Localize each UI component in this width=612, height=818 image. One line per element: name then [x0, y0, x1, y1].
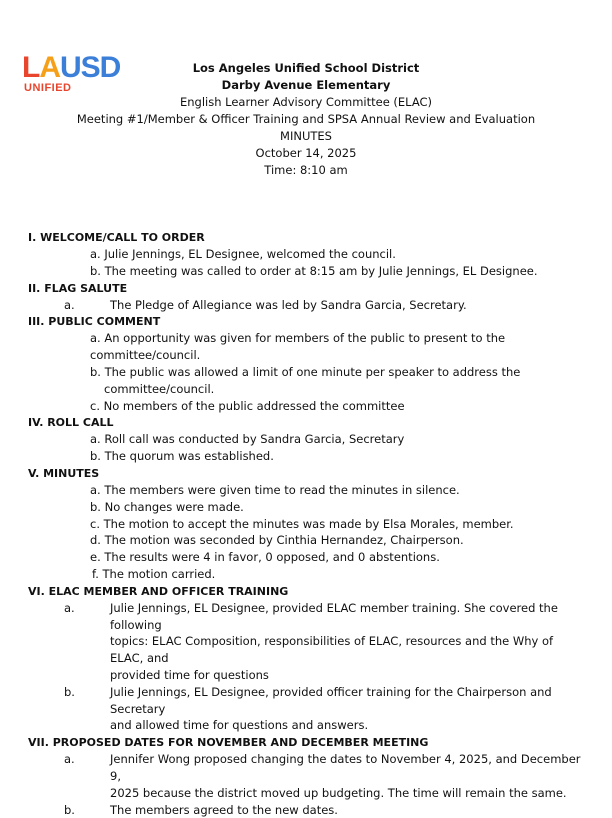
section-heading: V. MINUTES: [28, 466, 100, 480]
item-label: a.: [64, 297, 75, 312]
list-item: f. The motion carried.: [92, 566, 216, 581]
section-heading: IV. ROLL CALL: [28, 416, 114, 430]
list-item: d. The motion was seconded by Cinthia Hernandez, Chairperson.: [90, 533, 464, 548]
section-heading: II. FLAG SALUTE: [28, 281, 128, 295]
item-label: b.: [64, 802, 75, 817]
list-item: a. An opportunity was given for members of the public to present to the committee/council.: [90, 331, 506, 363]
list-item: [28, 684, 588, 734]
list-item: a. Roll call was conducted by Sandra Garcia, Secretary: [90, 432, 405, 447]
item-label: a.: [64, 600, 75, 615]
section-heading: VII. PROPOSED DATES FOR NOVEMBER AND DECEMBER MEETING: [28, 736, 429, 750]
document-type: MINUTES: [280, 129, 332, 143]
item-line: 2025 because the district moved up budgeting. The time will remain the same.: [110, 785, 567, 800]
meeting-date: October 14, 2025: [255, 146, 357, 160]
item-line: Julie Jennings, EL Designee, provided ELAC member training. She covered the following: [110, 600, 558, 632]
school-name: Darby Avenue Elementary: [221, 78, 391, 92]
item-line: provided time for questions: [110, 667, 269, 682]
item-label: a.: [64, 752, 75, 767]
document-header: [0, 60, 612, 179]
item-line: Julie Jennings, EL Designee, provided officer training for the Chairperson and Secretary: [110, 684, 552, 716]
section-heading: VI. ELAC MEMBER AND OFFICER TRAINING: [28, 584, 289, 598]
list-item-continuation: committee/council.: [104, 381, 215, 396]
list-item: b. The meeting was called to order at 8:15 am by Julie Jennings, EL Designee.: [90, 263, 538, 278]
item-line: topics: ELAC Composition, responsibilities of ELAC, resources and the Why of ELAC, and: [110, 634, 554, 666]
item-line: and allowed time for questions and answers.: [110, 718, 369, 733]
list-item: b. No changes were made.: [90, 499, 244, 514]
district-name: Los Angeles Unified School District: [192, 61, 420, 75]
list-item: b. The quorum was established.: [90, 449, 274, 464]
section-heading: III. PUBLIC COMMENT: [28, 315, 161, 329]
minutes-body: [28, 229, 588, 818]
list-item: [28, 600, 588, 684]
list-item: b. The public was allowed a limit of one minute per speaker to address the: [90, 364, 521, 379]
list-item: [28, 297, 588, 314]
list-item: a. The members were given time to read the minutes in silence.: [90, 482, 460, 497]
list-item: [28, 802, 588, 818]
lausd-unified-text: UNIFIED: [24, 82, 72, 94]
list-item: [28, 751, 588, 801]
list-item: c. The motion to accept the minutes was made by Elsa Morales, member.: [90, 516, 514, 531]
item-text: The Pledge of Allegiance was led by Sandra Garcia, Secretary.: [110, 297, 467, 312]
list-item: c. No members of the public addressed the committee: [90, 398, 405, 413]
section-heading: I. WELCOME/CALL TO ORDER: [28, 231, 205, 244]
committee-name: English Learner Advisory Committee (ELAC): [179, 95, 433, 109]
item-line: Jennifer Wong proposed changing the dates to November 4, 2025, and December 9,: [110, 752, 581, 783]
list-item: a. Julie Jennings, EL Designee, welcomed the council.: [90, 247, 396, 261]
list-item: e. The results were 4 in favor, 0 opposed, and 0 abstentions.: [90, 550, 440, 565]
item-line: The members agreed to the new dates.: [110, 802, 338, 817]
lausd-wordmark: LAUSD: [22, 51, 121, 84]
item-label: b.: [64, 684, 75, 699]
meeting-time: Time: 8:10 am: [264, 163, 348, 177]
meeting-title: Meeting #1/Member & Officer Training and SPSA Annual Review and Evaluation: [76, 112, 536, 126]
